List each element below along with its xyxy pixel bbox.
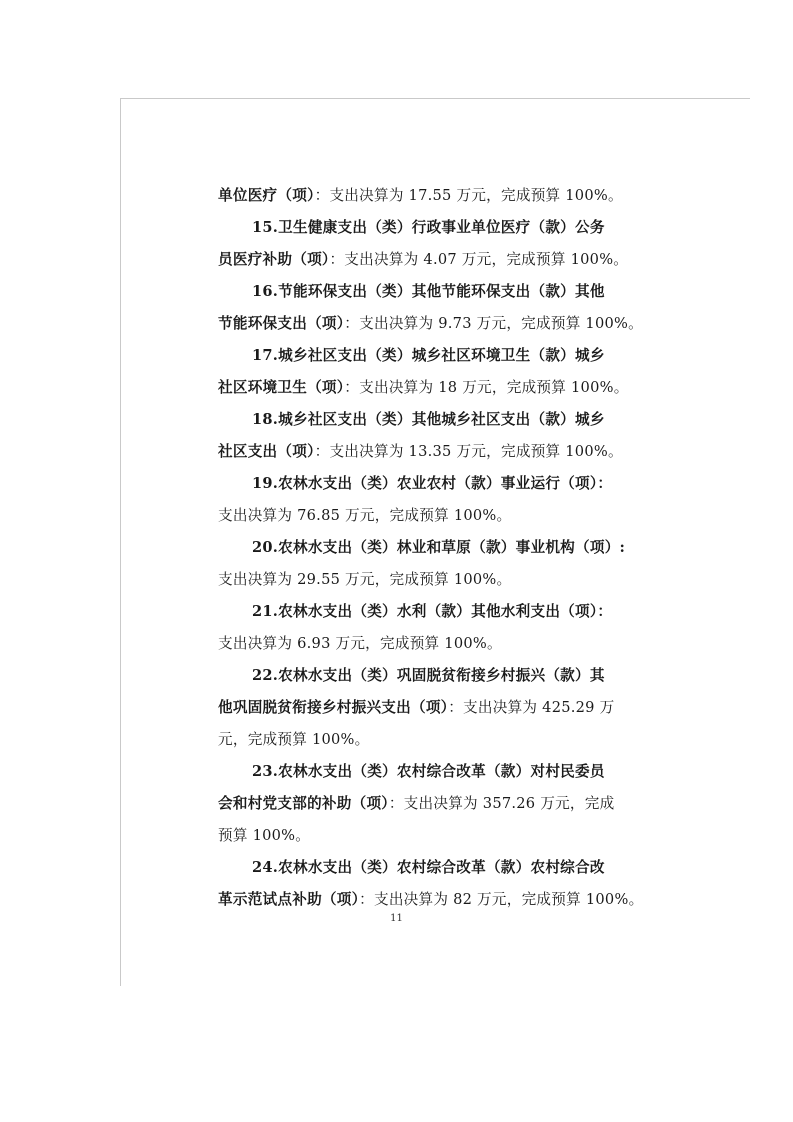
document-body xyxy=(218,180,660,916)
paragraph-16-line-1: 16.节能环保支出（类）其他节能环保支出（款）其他 xyxy=(252,283,605,300)
paragraph-17-line-1: 17.城乡社区支出（类）城乡社区环境卫生（款）城乡 xyxy=(252,347,605,364)
page-number: 11 xyxy=(390,913,403,924)
paragraph-24-line-1: 24.农林水支出（类）农村综合改革（款）农村综合改 xyxy=(252,859,605,876)
paragraph-20-line-2: 支出决算为 29.55 万元，完成预算 100%。 xyxy=(218,571,512,588)
text-line: 单位医疗（项）：支出决算为 17.55 万元，完成预算 100%。 xyxy=(218,187,623,204)
paragraph-15-line-1: 15.卫生健康支出（类）行政事业单位医疗（款）公务 xyxy=(252,219,605,236)
paragraph-23-line-1: 23.农林水支出（类）农村综合改革（款）对村民委员 xyxy=(252,763,605,780)
paragraph-18-line-2: 社区支出（项）：支出决算为 13.35 万元，完成预算 100%。 xyxy=(218,443,623,460)
page-border-top xyxy=(120,98,750,99)
paragraph-16-line-2: 节能环保支出（项）：支出决算为 9.73 万元，完成预算 100%。 xyxy=(218,315,643,332)
paragraph-19-line-2: 支出决算为 76.85 万元，完成预算 100%。 xyxy=(218,507,512,524)
paragraph-22-line-1: 22.农林水支出（类）巩固脱贫衔接乡村振兴（款）其 xyxy=(252,667,605,684)
paragraph-23-line-3: 预算 100%。 xyxy=(218,827,311,844)
paragraph-15-line-2: 员医疗补助（项）：支出决算为 4.07 万元，完成预算 100%。 xyxy=(218,251,629,268)
paragraph-21-line-2: 支出决算为 6.93 万元，完成预算 100%。 xyxy=(218,635,502,652)
paragraph-19-line-1: 19.农林水支出（类）农业农村（款）事业运行（项）： xyxy=(252,475,613,492)
paragraph-22-line-3: 元，完成预算 100%。 xyxy=(218,731,370,748)
paragraph-24-line-2: 革示范试点补助（项）：支出决算为 82 万元，完成预算 100%。 xyxy=(218,891,644,908)
paragraph-23-line-2: 会和村党支部的补助（项）：支出决算为 357.26 万元，完成 xyxy=(218,795,615,812)
paragraph-18-line-1: 18.城乡社区支出（类）其他城乡社区支出（款）城乡 xyxy=(252,411,605,428)
paragraph-17-line-2: 社区环境卫生（项）：支出决算为 18 万元，完成预算 100%。 xyxy=(218,379,629,396)
page-border-left xyxy=(120,98,121,986)
paragraph-22-line-2: 他巩固脱贫衔接乡村振兴支出（项）：支出决算为 425.29 万 xyxy=(218,699,615,716)
paragraph-21-line-1: 21.农林水支出（类）水利（款）其他水利支出（项）： xyxy=(252,603,613,620)
paragraph-20-line-1: 20.农林水支出（类）林业和草原（款）事业机构（项）: xyxy=(252,539,626,556)
